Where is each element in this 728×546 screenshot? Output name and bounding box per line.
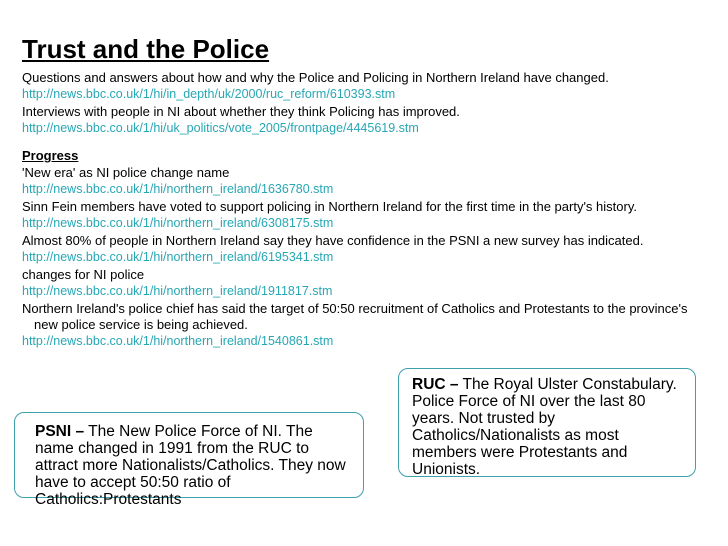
ruc-definition: The Royal Ulster Constabulary. Police Force of NI over the last 80 years. Not trusted by Catholics/Nationalists as most members were Protestants and Unionists. — [412, 376, 677, 478]
progress-text-1: 'New era' as NI police change name — [22, 165, 230, 180]
intro-link-1[interactable]: http://news.bbc.co.uk/1/hi/in_depth/uk/2000/ruc_reform/610393.stm — [22, 87, 396, 101]
progress-text-3: Almost 80% of people in Northern Ireland say they have confidence in the PSNI a new survey has indicated. — [22, 233, 644, 248]
spacer — [22, 138, 712, 148]
progress-link-2[interactable]: http://news.bbc.co.uk/1/hi/northern_ireland/6308175.stm — [22, 216, 334, 230]
progress-link-1[interactable]: http://news.bbc.co.uk/1/hi/northern_ireland/1636780.stm — [22, 182, 334, 196]
psni-callout — [14, 412, 364, 508]
progress-text-5: Northern Ireland's police chief has said the target of 50:50 recruitment of Catholics and Protestants to the province's new police service is being achieved. — [22, 301, 688, 332]
progress-text-2: Sinn Fein members have voted to support policing in Northern Ireland for the first time in the party's history. — [22, 199, 637, 214]
slide-content — [22, 34, 712, 351]
intro-link-2[interactable]: http://news.bbc.co.uk/1/hi/uk_politics/vote_2005/frontpage/4445619.stm — [22, 121, 419, 135]
ruc-callout — [398, 368, 696, 477]
psni-definition: The New Police Force of NI. The name changed in 1991 from the RUC to attract more Nationalists/Catholics. They now have to accept 50:50 ratio of Catholics:Protestants — [35, 423, 346, 508]
page-title: Trust and the Police — [22, 34, 270, 64]
progress-link-4[interactable]: http://news.bbc.co.uk/1/hi/northern_ireland/1911817.stm — [22, 284, 333, 298]
intro-text-2: Interviews with people in NI about whether they think Policing has improved. — [22, 104, 460, 119]
progress-link-5[interactable]: http://news.bbc.co.uk/1/hi/northern_ireland/1540861.stm — [22, 334, 334, 348]
psni-term: PSNI – — [35, 423, 85, 440]
ruc-term: RUC – — [412, 376, 459, 393]
progress-heading: Progress — [22, 148, 79, 163]
intro-text-1: Questions and answers about how and why the Police and Policing in Northern Ireland have changed. — [22, 70, 609, 85]
progress-link-3[interactable]: http://news.bbc.co.uk/1/hi/northern_ireland/6195341.stm — [22, 250, 334, 264]
progress-text-4: changes for NI police — [22, 267, 145, 282]
